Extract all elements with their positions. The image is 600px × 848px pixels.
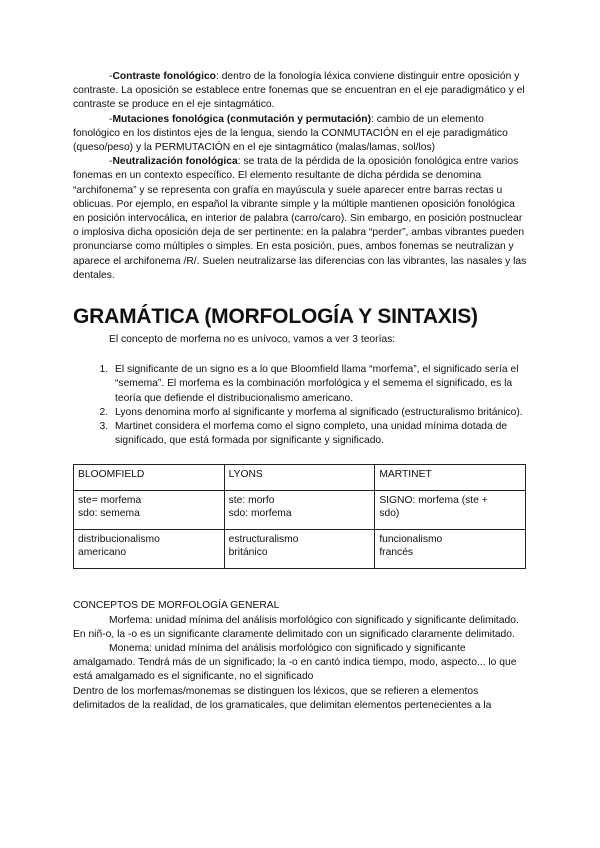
table-row: [74, 530, 526, 569]
table-cell: [74, 491, 225, 530]
table-cell: [375, 491, 526, 530]
table-cell: [224, 491, 375, 530]
lexicos-paragraph: Dentro de los morfemas/monemas se distinguen los léxicos, que se refieren a elementos delimitados de la realidad, de los gramaticales, que delimitan elementos pertenecientes a la: [73, 685, 492, 711]
morfema-paragraph: Morfema: unidad mínima del análisis morfológico con significado y significante delimitado. En niñ-o, la -o es un significante claramente delimitado con un significado claramente delimitado.: [73, 614, 519, 640]
cell-line: francés: [379, 547, 414, 559]
document-page: [73, 70, 528, 713]
cell-line: sdo: semema: [78, 508, 140, 520]
mutaciones-text: : cambio de un elemento fonológico en los distintos ejes de la lengua, siendo la CONMUTACIÓN en el eje paradigmático (queso/peso) y la PERMUTACIÓN en el eje sintagmático (malas/lamas, sol/los): [73, 113, 508, 154]
conceptos-title: CONCEPTOS DE MORFOLOGÍA GENERAL: [73, 600, 280, 612]
theories-table: [73, 464, 526, 569]
neutralizacion-paragraph: -Neutralización fonológica: se trata de la pérdida de la oposición fonológica entre varios fonemas en un contexto específico. El elemento resultante de dicha pérdida se denomina “archifonema” y se representa con grafía en mayúscula y suele aparecer entre barras rectas u oblicuas. Por ejemplo, en español la vibrante simple y la múltiple mantienen oposición fonológica en posición intervocálica, en interior de palabra (carro/caro). Sin embargo, en posición postnuclear o implosiva dicha oposición deja de ser pertinente: en la palabra “perder”, ambas vibrantes pueden pronunciarse como múltiples o simples. En esta posición, pues, ambos fonemas se neutralizan y aparece el archifonema /R/. Suelen neutralizarse las diferencias con las vibrantes, las nasales y las dentales.: [73, 156, 527, 281]
contraste-term: Contraste fonológico: [112, 71, 216, 82]
cell-line: británico: [228, 547, 268, 559]
cell-line: funcionalismo: [379, 534, 443, 546]
header-martinet: MARTINET: [375, 465, 526, 491]
theories-list: [73, 363, 528, 448]
monema-paragraph: Monema: unidad mínima del análisis morfológico con significado y significante amalgamado. Tendrá más de un significado; la -o en cantó indica tiempo, modo, aspecto... lo que está amalgamado es el significante, no el significado: [73, 643, 517, 683]
cell-line: ste: morfo: [228, 495, 275, 507]
mutaciones-paragraph: -Mutaciones fonológica (conmutación y permutación): cambio de un elemento fonológico en los distintos ejes de la lengua, siendo la CONMUTACIÓN en el eje paradigmático (queso/peso) y la PERMUTACIÓN en el eje sintagmático (malas/lamas, sol/los): [73, 113, 508, 154]
neutralizacion-text: : se trata de la pérdida de la oposición fonológica entre varios fonemas en un contexto específico. El elemento resultante de dicha pérdida se denomina “archifonema” y se representa con grafía en mayúscula y suele aparecer entre barras rectas u oblicuas. Por ejemplo, en español la vibrante simple y la múltiple mantienen oposición fonológica en posición intervocálica, en interior de palabra (carro/caro). Sin embargo, en posición postnuclear o implosiva dicha oposición deja de ser pertinente: en la palabra “perder”, ambas vibrantes pueden pronunciarse como múltiples o simples. En esta posición, pues, ambos fonemas se neutralizan y aparece el archifonema /R/. Suelen neutralizarse las diferencias con las vibrantes, las nasales y las dentales.: [73, 156, 527, 281]
contraste-text: : dentro de la fonología léxica conviene distinguir entre oposición y contraste. La oposición se establece entre fonemas que se encuentran en el eje paradigmático y el contraste se produce en el eje sintagmático.: [73, 71, 525, 111]
gramatica-intro: El concepto de morfema no es unívoco, vamos a ver 3 teorías:: [109, 334, 396, 346]
table-cell: [74, 530, 225, 569]
theory-lyons: 2. Lyons denomina morfo al significante y morfema al significado (estructuralismo británico).: [111, 406, 528, 420]
cell-line: sdo: morfema: [228, 508, 292, 520]
cell-line: SIGNO: morfema (ste +: [379, 495, 488, 507]
mutaciones-term: Mutaciones fonológica (conmutación y permutación): [112, 113, 372, 125]
cell-line: americano: [78, 547, 127, 559]
neutralizacion-term: Neutralización fonológica: [112, 156, 238, 168]
table-header-row: [74, 465, 526, 491]
cell-line: ste= morfema: [78, 495, 142, 507]
cell-line: sdo): [379, 508, 400, 520]
contraste-paragraph: -Contraste fonológico: dentro de la fonología léxica conviene distinguir entre oposición y contraste. La oposición se establece entre fonemas que se encuentran en el eje paradigmático y el contraste se produce en el eje sintagmático.: [73, 71, 525, 111]
header-lyons: LYONS: [224, 465, 375, 491]
table-cell: [224, 530, 375, 569]
gramatica-heading: GRAMÁTICA (MORFOLOGÍA Y SINTAXIS): [73, 305, 478, 329]
table-cell: [375, 530, 526, 569]
theory-martinet: 3. Martinet considera el morfema como el signo completo, una unidad mínima dotada de significado, que está formada por significante y significado.: [111, 420, 528, 448]
header-bloomfield: BLOOMFIELD: [74, 465, 225, 491]
theory-bloomfield: 1. El significante de un signo es a lo que Bloomfield llama “morfema”, el significado sería el “semema”. El morfema es la combinación morfológica y el semema el significado, es la teoría que defiende el distribucionalismo americano.: [111, 363, 528, 406]
conceptos-section: [73, 599, 528, 713]
cell-line: distribucionalismo: [78, 534, 160, 546]
cell-line: estructuralismo: [228, 534, 299, 546]
table-row: [74, 491, 526, 530]
